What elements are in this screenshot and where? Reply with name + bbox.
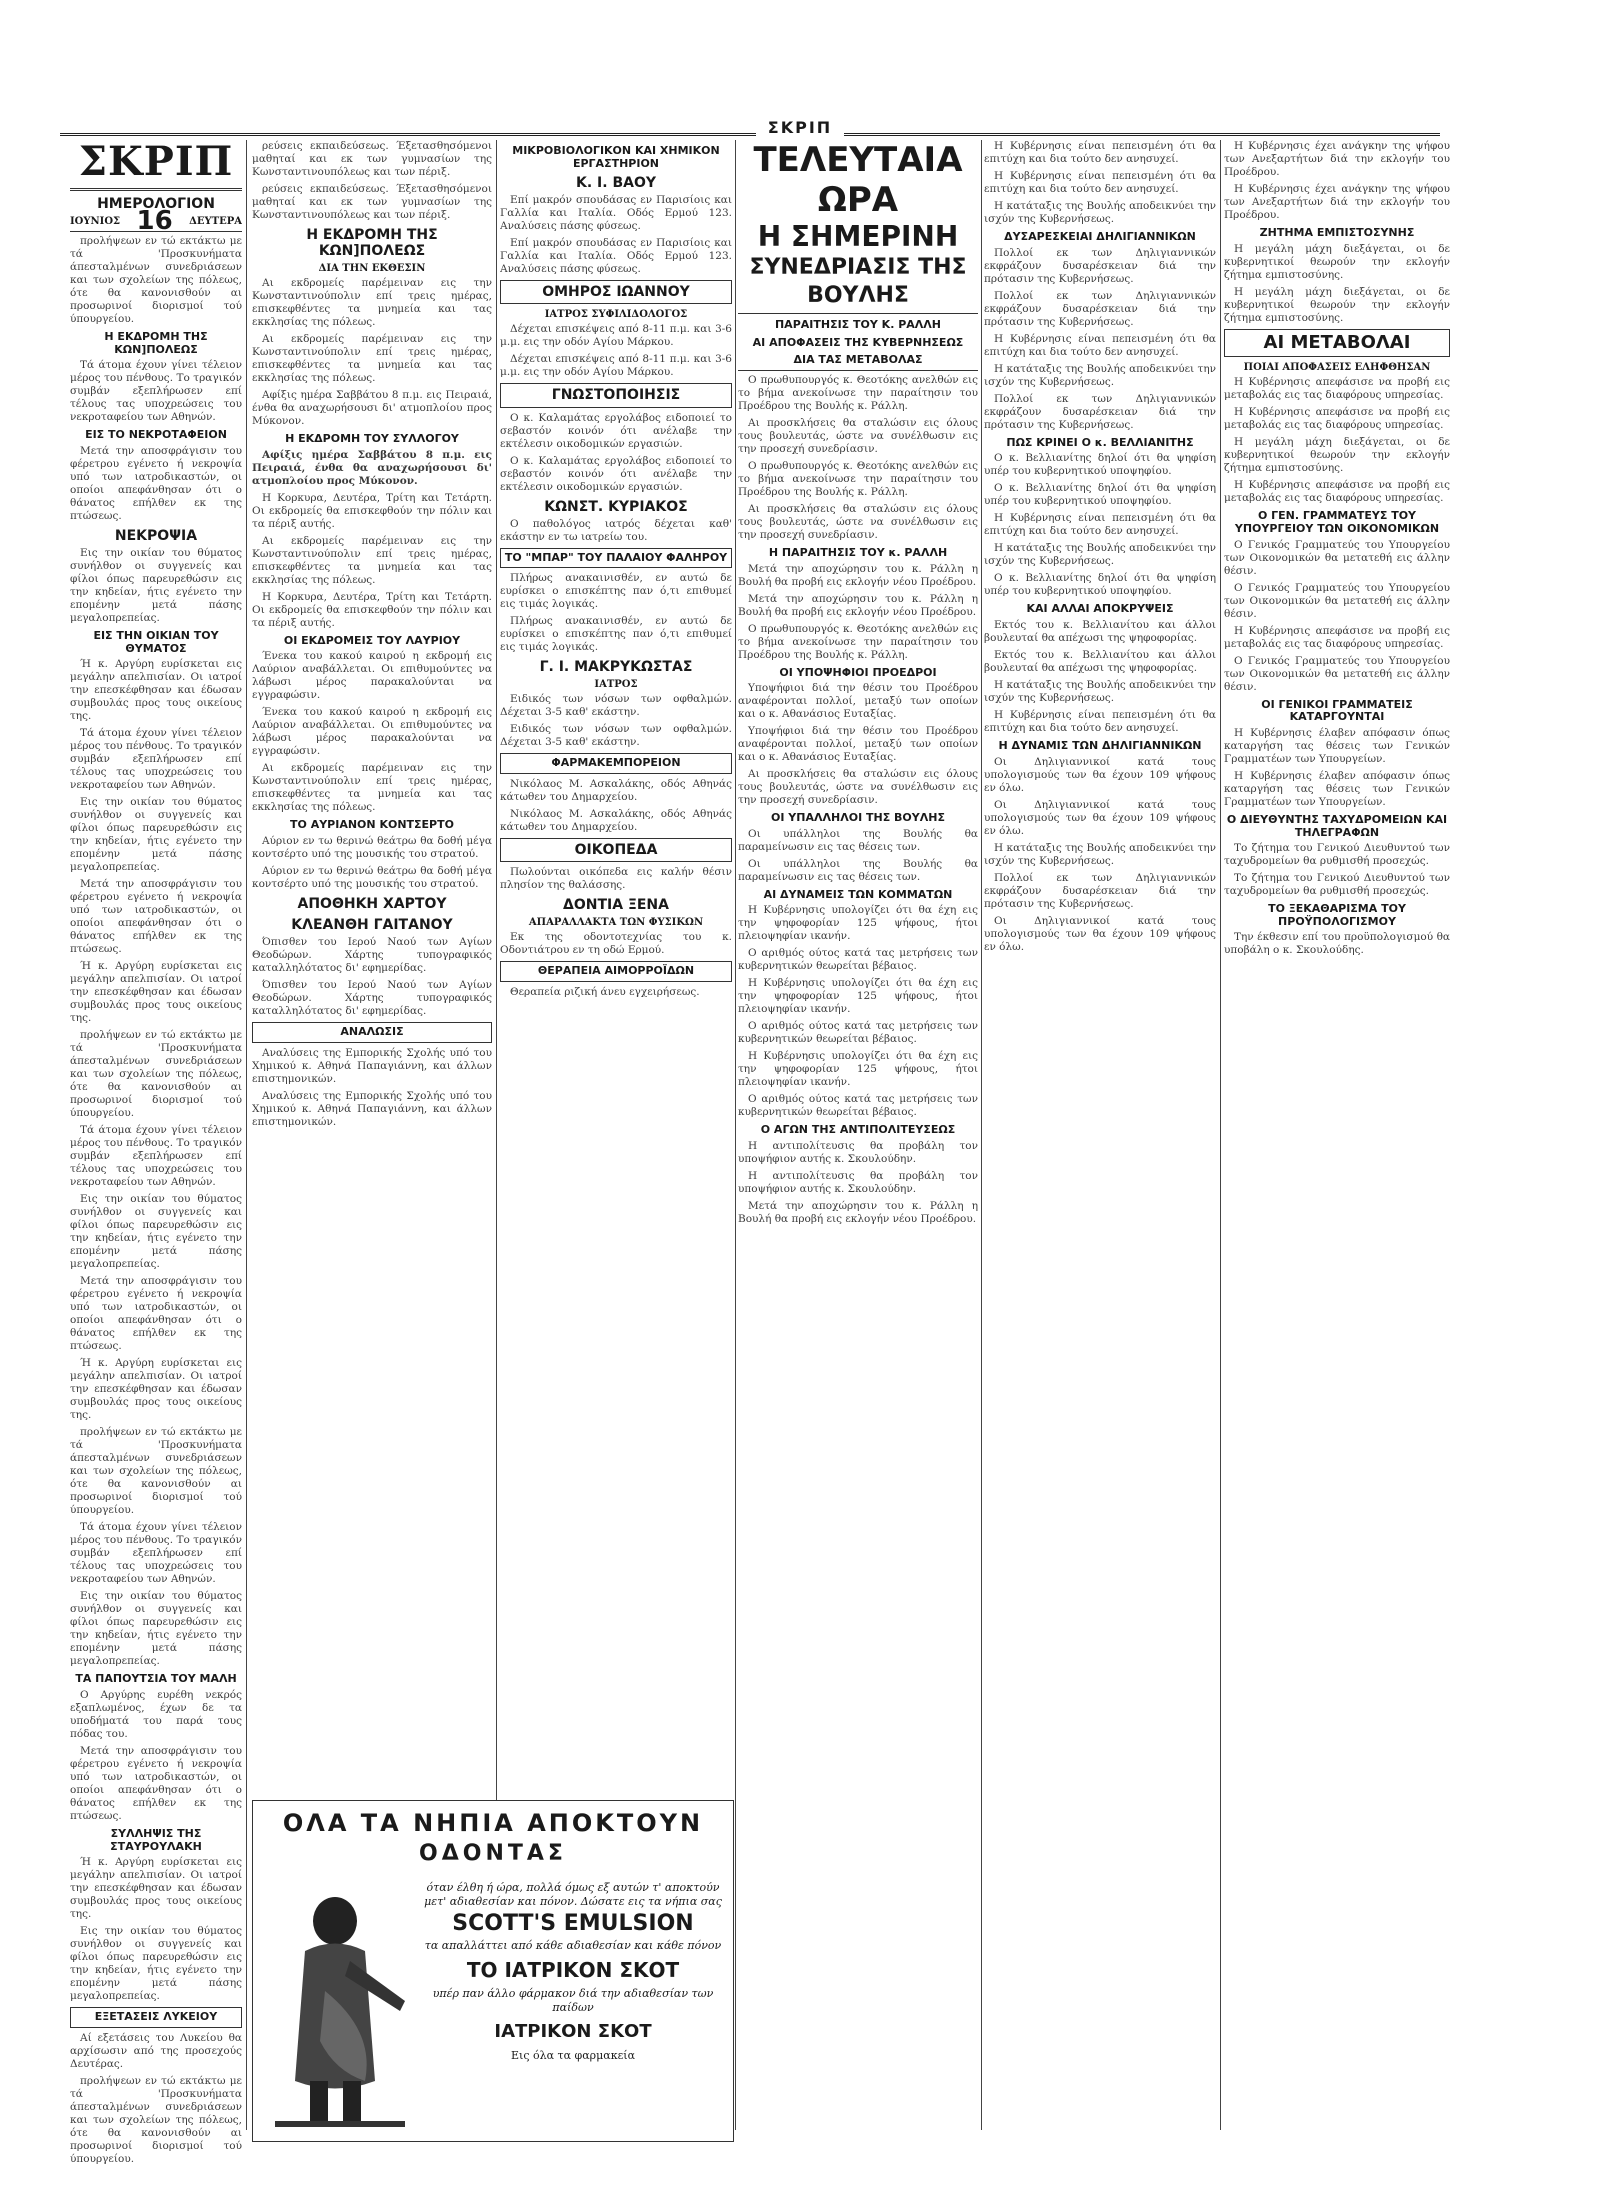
article-text: Η μεγάλη μάχη διεξάγεται, οι δε κυβερνητικοί θεωρούν την εκλογήν ζήτημα εμπιστοσύνης.: [1224, 242, 1450, 281]
article-text: Η Κυβέρνησις έλαβεν απόφασιν όπως καταργήση τας θέσεις των Γενικών Γραμματέων των Υπουργείων.: [1224, 769, 1450, 808]
column-1: [70, 140, 242, 2180]
article-text: Ή κ. Αργύρη ευρίσκεται εις μεγάλην απελπισίαν. Οι ιατροί την επεσκέφθησαν και έδωσαν συμβουλάς προς τους οικείους της.: [70, 960, 242, 1025]
article-text: Αναλύσεις της Εμπορικής Σχολής υπό του Χημικού κ. Αθηνά Παπαγιάννη, και άλλων επιστημονικών.: [252, 1089, 492, 1128]
article-text: Ο κ. Βελλιανίτης δηλοί ότι θα ψηφίση υπέρ του κυβερνητικού υποψηφίου.: [984, 452, 1216, 478]
article-text: Νικόλαος Μ. Ασκαλάκης, οδός Αθηνάς κάτωθεν του Δημαρχείου.: [500, 778, 732, 804]
article-heading: ΤΟ "ΜΠΑΡ" ΤΟΥ ΠΑΛΑΙΟΥ ΦΑΛΗΡΟΥ: [500, 548, 732, 569]
article-text: Η αντιπολίτευσις θα προβάλη τον υποψήφιον αυτής κ. Σκουλούδην.: [738, 1170, 978, 1196]
article-text: Ο κ. Βελλιανίτης δηλοί ότι θα ψηφίση υπέρ του κυβερνητικού υποψηφίου.: [984, 572, 1216, 598]
article-heading: Η ΕΚΔΡΟΜΗ ΤΗΣ ΚΩΝ]ΠΟΛΕΩΣ: [306, 227, 438, 260]
headline-session: ΣΥΝΕΔΡΙΑΣΙΣ ΤΗΣ ΒΟΥΛΗΣ: [749, 255, 967, 308]
article-text: Οι υπάλληλοι της Βουλής θα παραμείνωσιν εις τας θέσεις των.: [738, 827, 978, 853]
article-subheading: ΑΠΑΡΑΛΛΑΚΤΑ ΤΩΝ ΦΥΣΙΚΩΝ: [528, 917, 704, 929]
article-text: Νικόλαος Μ. Ασκαλάκης, οδός Αθηνάς κάτωθεν του Δημαρχείου.: [500, 808, 732, 834]
article-text: Τά άτομα έχουν γίνει τέλειον μέρος του πένθους. Το τραγικόν συμβάν εξεπλήρωσεν επί τέλους τας υποχρεώσεις του νεκροταφείου των Αθηνών.: [70, 1124, 242, 1189]
article-text: Η Κυβέρνησις είναι πεπεισμένη ότι θα επιτύχη και δια τούτο δεν ανησυχεί.: [984, 708, 1216, 734]
ad-headline: ΟΛΑ ΤΑ ΝΗΠΙΑ ΑΠΟΚΤΟΥΝ: [282, 1809, 704, 1837]
column-divider: [1220, 140, 1221, 2130]
ad-text: υπέρ παν άλλο φάρμακον διά την αδιαθεσίαν των παίδων: [432, 1987, 714, 2014]
article-text: Η μεγάλη μάχη διεξάγεται, οι δε κυβερνητικοί θεωρούν την εκλογήν ζήτημα εμπιστοσύνης.: [1224, 436, 1450, 475]
article-text: Ειδικός των νόσων των οφθαλμών. Δέχεται 3-5 καθ' εκάστην.: [500, 693, 732, 719]
article-text: Επί μακρόν σπουδάσας εν Παρισίοις και Γαλλία και Ιταλία. Οδός Ερμού 123. Αναλύσεις πάσης φύσεως.: [500, 237, 732, 276]
article-text: Πολλοί εκ των Δηλιγιαννικών εκφράζουν δυσαρέσκειαν διά την πρότασιν της Κυβερνήσεως.: [984, 871, 1216, 910]
column-5: [984, 140, 1216, 2180]
article-heading: ΔΥΣΑΡΕΣΚΕΙΑΙ ΔΗΛΙΓΙΑΝΝΙΚΩΝ: [1004, 230, 1196, 243]
article-text: Οι υπάλληλοι της Βουλής θα παραμείνωσιν εις τας θέσεις των.: [738, 857, 978, 883]
article-text: Η Κυβέρνησις έχει ανάγκην της ψήφου των Ανεξαρτήτων διά την εκλογήν του Προέδρου.: [1224, 183, 1450, 221]
article-text: Ο Γενικός Γραμματεύς του Υπουργείου των Οικονομικών θα μετατεθή εις άλλην θέσιν.: [1224, 538, 1450, 577]
article-text: Ο πρωθυπουργός κ. Θεοτόκης ανελθών εις το βήμα ανεκοίνωσε την παραίτησιν του Προέδρου της Βουλής κ. Ράλλη.: [738, 459, 978, 498]
article-text: Ο Γενικός Γραμματεύς του Υπουργείου των Οικονομικών θα μετατεθή εις άλλην θέσιν.: [1224, 581, 1450, 620]
article-text: Αφίξις ημέρα Σαββάτου 8 π.μ. εις Πειραιά, ένθα θα αναχωρήσουσι δι' ατμοπλοίου προς Μύκονον.: [252, 448, 492, 487]
article-heading: Η ΕΚΔΡΟΜΗ ΤΟΥ ΣΥΛΛΟΓΟΥ: [285, 432, 459, 446]
article-text: Οι Δηλιγιαννικοί κατά τους υπολογισμούς των θα έχουν 109 ψήφους εν όλω.: [984, 798, 1216, 837]
article-text: Ή κ. Αργύρη ευρίσκεται εις μεγάλην απελπισίαν. Οι ιατροί την επεσκέφθησαν και έδωσαν συμβουλάς προς τους οικείους της.: [70, 658, 242, 723]
article-text: Αναλύσεις της Εμπορικής Σχολής υπό του Χημικού κ. Αθηνά Παπαγιάννη, και άλλων επιστημονικών.: [252, 1046, 492, 1085]
calendar-row: [70, 206, 242, 237]
column-divider: [246, 140, 247, 2130]
article-heading: Ο ΔΙΕΥΘΥΝΤΗΣ ΤΑΧΥΔΡΟΜΕΙΩΝ ΚΑΙ ΤΗΛΕΓΡΑΦΩΝ: [1226, 812, 1448, 839]
article-heading: ΟΙΚΟΠΕΔΑ: [500, 838, 732, 862]
article-text: Ή κ. Αργύρη ευρίσκεται εις μεγάλην απελπισίαν. Οι ιατροί την επεσκέφθησαν και έδωσαν συμβουλάς προς τους οικείους της.: [70, 1357, 242, 1422]
article-text: Εις την οικίαν του θύματος συνήλθον οι συγγενείς και φίλοι όπως παρευρεθώσιν εις την κηδείαν, ήτις εγένετο την επομένην μετά πάσης μεγαλοπρεπείας.: [70, 1925, 242, 2003]
ad-text: όταν έλθη ή ώρα, πολλά όμως εξ αυτών τ' αποκτούν μετ' αδιαθεσίαν και πόνον. Δώσατε εις τα νήπια σας: [424, 1881, 722, 1908]
calendar-month: ΙΟΥΝΙΟΣ: [70, 216, 121, 228]
article-heading: Κ. Ι. ΒΑΟΥ: [576, 175, 656, 192]
article-text: Η Κορκυρα, Δευτέρα, Τρίτη και Τετάρτη. Οι εκδρομείς θα επισκεφθούν την πόλιν και τα πέριξ αυτής.: [252, 491, 492, 530]
article-heading: Η ΕΚΔΡΟΜΗ ΤΗΣ ΚΩΝ]ΠΟΛΕΩΣ: [104, 330, 208, 356]
article-text: Οι Δηλιγιαννικοί κατά τους υπολογισμούς των θα έχουν 109 ψήφους εν όλω.: [984, 914, 1216, 953]
article-text: προλήψεων εν τώ εκτάκτω με τά 'Προσκυνήματα άπεσταλμένων συνεδριάσεων και των σχολείων της πόλεως, ότε θα κανονισθούν αι προσωρινοί διορισμοί τού ύπουργείου.: [70, 1029, 242, 1120]
article-text: Αί εξετάσεις του Λυκείου θα αρχίσωσιν από της προσεχούς Δευτέρας.: [70, 2031, 242, 2070]
article-subheading: ΑΙ ΑΠΟΦΑΣΕΙΣ ΤΗΣ ΚΥΒΕΡΝΗΣΕΩΣ: [752, 335, 964, 349]
article-text: Υποψήφιοι διά την θέσιν του Προέδρου αναφέρονται πολλοί, μεταξύ των οποίων και ο κ. Αθανάσιος Ευταξίας.: [738, 725, 978, 764]
article-text: Η Κυβέρνησις υπολογίζει ότι θα έχη εις την ψηφοφορίαν 125 ψήφους, ήτοι πλειοψηφίαν ικανήν.: [738, 1050, 978, 1089]
column-divider: [981, 140, 982, 2130]
article-text: Ο κ. Καλαμάτας εργολάβος ειδοποιεί το σεβαστόν κοινόν ότι ανέλαβε την εκτέλεσιν οικοδομικών εργασιών.: [500, 411, 732, 450]
article-heading: Η ΠΑΡΑΙΤΗΣΙΣ ΤΟΥ κ. ΡΑΛΛΗ: [768, 545, 948, 559]
article-text: Μετά την αποσφράγισιν του φέρετρου εγένετο ή νεκροψία υπό των ιατροδικαστών, οι οποίοι απεφάνθησαν ότι ο θάνατος επήλθεν εκ της πτώσεως.: [70, 1745, 242, 1823]
article-text: Το ζήτημα του Γενικού Διευθυντού των ταχυδρομείων θα ρυθμισθή προσεχώς.: [1224, 872, 1450, 898]
article-subheading: ΔΙΑ ΤΗΝ ΕΚΘΕΣΙΝ: [318, 263, 426, 275]
article-heading: ΕΙΣ ΤΟ ΝΕΚΡΟΤΑΦΕΙΟΝ: [85, 428, 227, 442]
article-text: Η Κυβέρνησις απεφάσισε να προβή εις μεταβολάς εις τας διαφόρους υπηρεσίας.: [1224, 406, 1450, 432]
column-6: [1224, 140, 1450, 2180]
article-heading: Η ΔΥΝΑΜΙΣ ΤΩΝ ΔΗΛΙΓΙΑΝΝΙΚΩΝ: [998, 738, 1202, 752]
article-text: Εκτός του κ. Βελλιανίτου και άλλοι βουλευταί θα απέχωσι της ψηφοφορίας.: [984, 618, 1216, 644]
article-text: Όπισθεν του Ιερού Ναού των Αγίων Θεοδώρων. Χάρτης τυπογραφικός καταλληλότατος δι' εφημερίδας.: [252, 979, 492, 1018]
calendar-weekday: ΔΕΥΤΕΡΑ: [189, 216, 242, 228]
ad-body: [423, 1881, 723, 2063]
article-heading: ΟΙ ΓΕΝΙΚΟΙ ΓΡΑΜΜΑΤΕΙΣ ΚΑΤΑΡΓΟΥΝΤΑΙ: [1261, 697, 1413, 724]
article-text: Ο Αργύρης ευρέθη νεκρός εξαπλωμένος, έχων δε τα υποδήματά του παρά τους πόδας του.: [70, 1689, 242, 1741]
calendar-day: 16: [136, 206, 173, 237]
scotts-emulsion-advertisement: [252, 1800, 734, 2142]
article-heading: ΤΑ ΠΑΠΟΥΤΣΙΑ ΤΟΥ ΜΑΛΗ: [75, 1672, 237, 1686]
article-text: Η Κυβέρνησις απεφάσισε να προβή εις μεταβολάς εις τας διαφόρους υπηρεσίας.: [1224, 376, 1450, 402]
ad-footer: Εις όλα τα φαρμακεία: [510, 2049, 636, 2062]
article-text: Η Κυβέρνησις απεφάσισε να προβή εις μεταβολάς εις τας διαφόρους υπηρεσίας.: [1224, 624, 1450, 650]
article-heading: ΚΛΕΑΝΘΗ ΓΑΙΤΑΝΟΥ: [291, 917, 453, 934]
article-text: Αι εκδρομείς παρέμειναν εις την Κωνσταντινούπολιν επί τρεις ημέρας, επισκεφθέντες τα μνημεία και τας εκκλησίας της πόλεως.: [252, 762, 492, 814]
article-text: Πωλούνται οικόπεδα εις καλήν θέσιν πλησίον της θαλάσσης.: [500, 866, 732, 892]
article-heading: ΤΟ ΑΥΡΙΑΝΟΝ ΚΟΝΤΣΕΡΤΟ: [290, 818, 454, 832]
article-heading: ΕΙΣ ΤΗΝ ΟΙΚΙΑΝ ΤΟΥ ΘΥΜΑΤΟΣ: [93, 629, 219, 655]
masthead: [0, 118, 1600, 140]
article-subheading: ΙΑΤΡΟΣ ΣΥΦΙΛΙΔΟΛΟΓΟΣ: [544, 309, 688, 321]
article-text: Η Κυβέρνησις απεφάσισε να προβή εις μεταβολάς εις τας διαφόρους υπηρεσίας.: [1224, 479, 1450, 505]
article-subheading: ΠΑΡΑΙΤΗΣΙΣ ΤΟΥ Κ. ΡΑΛΛΗ: [774, 318, 942, 331]
article-text: Ο πρωθυπουργός κ. Θεοτόκης ανελθών εις το βήμα ανεκοίνωσε την παραίτησιν του Προέδρου της Βουλής κ. Ράλλη.: [738, 622, 978, 661]
article-text: Η Κυβέρνησις είναι πεπεισμένη ότι θα επιτύχη και δια τούτο δεν ανησυχεί.: [984, 140, 1216, 165]
article-text: Μετά την αποχώρησιν του κ. Ράλλη η Βουλή θα προβή εις εκλογήν νέου Προέδρου.: [738, 562, 978, 588]
article-text: Μετά την αποχώρησιν του κ. Ράλλη η Βουλή θα προβή εις εκλογήν νέου Προέδρου.: [738, 1200, 978, 1226]
article-text: Η κατάταξις της Βουλής αποδεικνύει την ισχύν της Κυβερνήσεως.: [984, 200, 1216, 225]
article-subheading: ΔΙΑ ΤΑΣ ΜΕΤΑΒΟΛΑΣ: [793, 353, 923, 367]
article-text: Η Κυβέρνησις έλαβεν απόφασιν όπως καταργήση τας θέσεις των Γενικών Γραμματέων των Υπουργείων.: [1224, 726, 1450, 765]
article-text: Ο Γενικός Γραμματεύς του Υπουργείου των Οικονομικών θα μετατεθή εις άλλην θέσιν.: [1224, 654, 1450, 693]
article-text: Το ζήτημα του Γενικού Διευθυντού των ταχυδρομείων θα ρυθμισθή προσεχώς.: [1224, 842, 1450, 868]
article-heading: ΠΩΣ ΚΡΙΝΕΙ Ο κ. ΒΕΛΛΙΑΝΙΤΗΣ: [1006, 435, 1194, 449]
article-text: Η αντιπολίτευσις θα προβάλη τον υποψήφιον αυτής κ. Σκουλούδην.: [738, 1140, 978, 1166]
ad-headline-2: ΟΔΟΝΤΑΣ: [419, 1841, 567, 1866]
masthead-title: ΣΚΡΙΠ: [756, 118, 844, 137]
article-text: Αύριον εν τω θερινώ θεάτρω θα δοθή μέγα κοντσέρτο υπό της μουσικής του στρατού.: [252, 835, 492, 861]
article-text: Ο αριθμός ούτος κατά τας μετρήσεις των κυβερνητικών θεωρείται βέβαιος.: [738, 947, 978, 973]
article-subheading: ΠΟΙΑΙ ΑΠΟΦΑΣΕΙΣ ΕΛΗΦΘΗΣΑΝ: [1243, 362, 1431, 374]
article-text: Αύριον εν τω θερινώ θεάτρω θα δοθή μέγα κοντσέρτο υπό της μουσικής του στρατού.: [252, 865, 492, 891]
article-text: Ή κ. Αργύρη ευρίσκεται εις μεγάλην απελπισίαν. Οι ιατροί την επεσκέφθησαν και έδωσαν συμβουλάς προς τους οικείους της.: [70, 1856, 242, 1921]
article-heading: ΣΥΛΛΗΨΙΣ ΤΗΣ ΣΤΑΥΡΟΥΛΑΚΗ: [110, 1827, 202, 1853]
article-text: Ο αριθμός ούτος κατά τας μετρήσεις των κυβερνητικών θεωρείται βέβαιος.: [738, 1020, 978, 1046]
headline-last-hour: ΤΕΛΕΥΤΑΙΑ ΩΡΑ: [753, 140, 963, 220]
article-text: Τά άτομα έχουν γίνει τέλειον μέρος του πένθους. Το τραγικόν συμβάν εξεπλήρωσεν επί τέλους τας υποχρεώσεις του νεκροταφείου των Αθηνών.: [70, 359, 242, 424]
ad-brand-greek-2: ΙΑΤΡΙΚΟΝ ΣΚΟΤ: [494, 2021, 652, 2042]
article-text: Η Κυβέρνησις είναι πεπεισμένη ότι θα επιτύχη και δια τούτο δεν ανησυχεί.: [984, 332, 1216, 358]
article-text: Ένεκα του κακού καιρού η εκδρομή εις Λαύριον αναβάλλεται. Οι επιθυμούντες να λάβωσι μέρος παρακαλούνται να εγγραφώσιν.: [252, 650, 492, 702]
article-heading: ΔΟΝΤΙΑ ΞΕΝΑ: [563, 897, 669, 914]
article-heading: ΟΙ ΕΚΔΡΟΜΕΙΣ ΤΟΥ ΛΑΥΡΙΟΥ: [283, 633, 461, 647]
ad-brand: SCOTT'S EMULSION: [452, 1911, 694, 1936]
article-text: Εις την οικίαν του θύματος συνήλθον οι συγγενείς και φίλοι όπως παρευρεθώσιν εις την κηδείαν, ήτις εγένετο την επομένην μετά πάσης μεγαλοπρεπείας.: [70, 1590, 242, 1668]
article-text: Όπισθεν του Ιερού Ναού των Αγίων Θεοδώρων. Χάρτης τυπογραφικός καταλληλότατος δι' εφημερίδας.: [252, 936, 492, 975]
article-text: Πλήρως ανακαινισθέν, εν αυτώ δε ευρίσκει ο επισκέπτης παν ό,τι επιθυμεί εις τιμάς λογικάς.: [500, 572, 732, 611]
article-heading: Γ. Ι. ΜΑΚΡΥΚΩΣΤΑΣ: [539, 659, 693, 676]
article-text: Η Κυβέρνησις είναι πεπεισμένη ότι θα επιτύχη και δια τούτο δεν ανησυχεί.: [984, 512, 1216, 538]
article-heading: ΟΙ ΥΠΑΛΛΗΛΟΙ ΤΗΣ ΒΟΥΛΗΣ: [771, 811, 945, 825]
column-4: [738, 140, 978, 2180]
article-text: Η Κυβέρνησις έχει ανάγκην της ψήφου των Ανεξαρτήτων διά την εκλογήν του Προέδρου.: [1224, 140, 1450, 178]
headline-today: Η ΣΗΜΕΡΙΝΗ: [757, 220, 959, 253]
article-text: Ο αριθμός ούτος κατά τας μετρήσεις των κυβερνητικών θεωρείται βέβαιος.: [738, 1093, 978, 1119]
article-text: Αι προσκλήσεις θα σταλώσιν εις όλους τους βουλευτάς, ώστε να συνέλθωσιν εις την προσεχή συνεδρίασιν.: [738, 502, 978, 541]
article-heading: ΟΙ ΥΠΟΨΗΦΙΟΙ ΠΡΟΕΔΡΟΙ: [779, 665, 937, 679]
article-heading: ΜΙΚΡΟΒΙΟΛΟΓΙΚΟΝ ΚΑΙ ΧΗΜΙΚΟΝ ΕΡΓΑΣΤΗΡΙΟΝ: [512, 144, 720, 170]
article-text: Πολλοί εκ των Δηλιγιαννικών εκφράζουν δυσαρέσκειαν διά την πρότασιν της Κυβερνήσεως.: [984, 289, 1216, 328]
article-subheading: ΙΑΤΡΟΣ: [594, 679, 638, 691]
fisherman-illustration: [265, 1881, 415, 2131]
article-text: Ο κ. Καλαμάτας εργολάβος ειδοποιεί το σεβαστόν κοινόν ότι ανέλαβε την εκτέλεσιν οικοδομικών εργασιών.: [500, 454, 732, 493]
article-text: Εκ της οδοντοτεχνίας του κ. Οδοντιάτρου εν τη οδώ Ερμού.: [500, 931, 732, 957]
article-heading: ΝΕΚΡΟΨΙΑ: [114, 528, 198, 545]
article-text: Η κατάταξις της Βουλής αποδεικνύει την ισχύν της Κυβερνήσεως.: [984, 841, 1216, 867]
article-heading: ΖΗΤΗΜΑ ΕΜΠΙΣΤΟΣΥΝΗΣ: [1259, 226, 1415, 239]
article-text: προλήψεων εν τώ εκτάκτω με τά 'Προσκυνήματα άπεσταλμένων συνεδριάσεων και των σχολείων της πόλεως, ότε θα κανονισθούν αι προσωρινοί διορισμοί τού ύπουργείου.: [70, 1426, 242, 1517]
article-text: Η Κυβέρνησις υπολογίζει ότι θα έχη εις την ψηφοφορίαν 125 ψήφους, ήτοι πλειοψηφίαν ικανήν.: [738, 904, 978, 943]
article-heading: ΑΠΟΘΗΚΗ ΧΑΡΤΟΥ: [297, 896, 447, 913]
article-heading: ΑΙ ΔΥΝΑΜΕΙΣ ΤΩΝ ΚΟΜΜΑΤΩΝ: [763, 887, 953, 901]
article-text: Αι εκδρομείς παρέμειναν εις την Κωνσταντινούπολιν επί τρεις ημέρας, επισκεφθέντες τα μνημεία και τας εκκλησίας της πόλεως.: [252, 534, 492, 586]
article-text: Μετά την αποσφράγισιν του φέρετρου εγένετο ή νεκροψία υπό των ιατροδικαστών, οι οποίοι απεφάνθησαν ότι ο θάνατος επήλθεν εκ της πτώσεως.: [70, 878, 242, 956]
article-text: Εις την οικίαν του θύματος συνήλθον οι συγγενείς και φίλοι όπως παρευρεθώσιν εις την κηδείαν, ήτις εγένετο την επομένην μετά πάσης μεγαλοπρεπείας.: [70, 1193, 242, 1271]
article-heading: ΚΩΝΣΤ. ΚΥΡΙΑΚΟΣ: [544, 498, 688, 515]
ad-text: τα απαλλάττει από κάθε αδιαθεσίαν και κάθε πόνον: [424, 1939, 722, 1952]
article-text: Η Κορκυρα, Δευτέρα, Τρίτη και Τετάρτη. Οι εκδρομείς θα επισκεφθούν την πόλιν και τα πέριξ αυτής.: [252, 590, 492, 629]
article-text: προλήψεων εν τώ εκτάκτω με τά 'Προσκυνήματα άπεσταλμένων συνεδριάσεων και των σχολείων της πόλεως, ότε θα κανονισθούν αι προσωρινοί διορισμοί τού ύπουργείου.: [70, 235, 242, 326]
column-3: [500, 140, 732, 1790]
article-text: Αι προσκλήσεις θα σταλώσιν εις όλους τους βουλευτάς, ώστε να συνέλθωσιν εις την προσεχή συνεδρίασιν.: [738, 768, 978, 807]
article-heading: ΘΕΡΑΠΕΙΑ ΑΙΜΟΡΡΟΪΔΩΝ: [500, 961, 732, 982]
logo: ΣΚΡΙΠ: [78, 140, 234, 185]
article-heading: ΚΑΙ ΑΛΛΑΙ ΑΠΟΚΡΥΨΕΙΣ: [1026, 602, 1174, 616]
article-text: Τά άτομα έχουν γίνει τέλειον μέρος του πένθους. Το τραγικόν συμβάν εξεπλήρωσεν επί τέλους τας υποχρεώσεις του νεκροταφείου των Αθηνών.: [70, 727, 242, 792]
article-heading: ΦΑΡΜΑΚΕΜΠΟΡΕΙΟΝ: [500, 753, 732, 774]
column-2: [252, 140, 492, 1790]
article-text: Η κατάταξις της Βουλής αποδεικνύει την ισχύν της Κυβερνήσεως.: [984, 542, 1216, 568]
article-text: Δέχεται επισκέψεις από 8-11 π.μ. και 3-6 μ.μ. εις την οδόν Αγίου Μάρκου.: [500, 323, 732, 349]
article-text: προλήψεων εν τώ εκτάκτω με τά 'Προσκυνήματα άπεσταλμένων συνεδριάσεων και των σχολείων της πόλεως, ότε θα κανονισθούν αι προσωρινοί διορισμοί τού ύπουργείου.: [70, 2074, 242, 2165]
article-text: Πολλοί εκ των Δηλιγιαννικών εκφράζουν δυσαρέσκειαν διά την πρότασιν της Κυβερνήσεως.: [984, 246, 1216, 285]
article-text: Μετά την αποσφράγισιν του φέρετρου εγένετο ή νεκροψία υπό των ιατροδικαστών, οι οποίοι απεφάνθησαν ότι ο θάνατος επήλθεν εκ της πτώσεως.: [70, 1275, 242, 1353]
article-heading: ΕΞΕΤΑΣΕΙΣ ΛΥΚΕΙΟΥ: [70, 2007, 242, 2028]
ad-brand-greek: ΤΟ ΙΑΤΡΙΚΟΝ ΣΚΟΤ: [466, 1958, 680, 1982]
article-text: Αι προσκλήσεις θα σταλώσιν εις όλους τους βουλευτάς, ώστε να συνέλθωσιν εις την προσεχή συνεδρίασιν.: [738, 416, 978, 455]
article-text: Η μεγάλη μάχη διεξάγεται, οι δε κυβερνητικοί θεωρούν την εκλογήν ζήτημα εμπιστοσύνης.: [1224, 285, 1450, 324]
article-text: Η Κυβέρνησις υπολογίζει ότι θα έχη εις την ψηφοφορίαν 125 ψήφους, ήτοι πλειοψηφίαν ικανήν.: [738, 977, 978, 1016]
article-text: ρεύσεις εκπαιδεύσεως. Έξετασθησόμενοι μαθηταί και εκ των γυμνασίων της Κωνσταντινουπόλεως και των πέριξ.: [252, 183, 492, 221]
article-text: Υποψήφιοι διά την θέσιν του Προέδρου αναφέρονται πολλοί, μεταξύ των οποίων και ο κ. Αθανάσιος Ευταξίας.: [738, 682, 978, 721]
article-text: Εκτός του κ. Βελλιανίτου και άλλοι βουλευταί θα απέχωσι της ψηφοφορίας.: [984, 648, 1216, 674]
article-text: Αι εκδρομείς παρέμειναν εις την Κωνσταντινούπολιν επί τρεις ημέρας, επισκεφθέντες τα μνημεία και τας εκκλησίας της πόλεως.: [252, 277, 492, 329]
article-text: Εις την οικίαν του θύματος συνήλθον οι συγγενείς και φίλοι όπως παρευρεθώσιν εις την κηδείαν, ήτις εγένετο την επομένην μετά πάσης μεγαλοπρεπείας.: [70, 796, 242, 874]
article-text: Πλήρως ανακαινισθέν, εν αυτώ δε ευρίσκει ο επισκέπτης παν ό,τι επιθυμεί εις τιμάς λογικάς.: [500, 615, 732, 654]
article-text: Πολλοί εκ των Δηλιγιαννικών εκφράζουν δυσαρέσκειαν διά την πρότασιν της Κυβερνήσεως.: [984, 392, 1216, 431]
article-text: Ειδικός των νόσων των οφθαλμών. Δέχεται 3-5 καθ' εκάστην.: [500, 723, 732, 749]
article-text: Η κατάταξις της Βουλής αποδεικνύει την ισχύν της Κυβερνήσεως.: [984, 678, 1216, 704]
article-text: Η κατάταξις της Βουλής αποδεικνύει την ισχύν της Κυβερνήσεως.: [984, 362, 1216, 388]
article-text: Οι Δηλιγιαννικοί κατά τους υπολογισμούς των θα έχουν 109 ψήφους εν όλω.: [984, 755, 1216, 794]
column-divider: [735, 140, 736, 2130]
article-text: Ένεκα του κακού καιρού η εκδρομή εις Λαύριον αναβάλλεται. Οι επιθυμούντες να λάβωσι μέρος παρακαλούνται να εγγραφώσιν.: [252, 706, 492, 758]
article-text: Αι εκδρομείς παρέμειναν εις την Κωνσταντινούπολιν επί τρεις ημέρας, επισκεφθέντες τα μνημεία και τας εκκλησίας της πόλεως.: [252, 333, 492, 385]
article-text: Θεραπεία ριζική άνευ εγχειρήσεως.: [510, 985, 700, 998]
article-text: Αφίξις ημέρα Σαββάτου 8 π.μ. εις Πειραιά, ένθα θα αναχωρήσουσι δι' ατμοπλοίου προς Μύκονον.: [252, 389, 492, 428]
article-heading: ΓΝΩΣΤΟΠΟΙΗΣΙΣ: [500, 383, 732, 407]
article-heading: Ο ΑΓΩΝ ΤΗΣ ΑΝΤΙΠΟΛΙΤΕΥΣΕΩΣ: [760, 1123, 956, 1137]
article-heading: Ο ΓΕΝ. ΓΡΑΜΜΑΤΕΥΣ ΤΟΥ ΥΠΟΥΡΓΕΙΟΥ ΤΩΝ ΟΙΚΟΝΟΜΙΚΩΝ: [1234, 509, 1440, 535]
article-heading: ΑΙ ΜΕΤΑΒΟΛΑΙ: [1224, 329, 1450, 358]
article-text: Ο παθολόγος ιατρός δέχεται καθ' εκάστην εν τω ιατρείω του.: [500, 517, 732, 543]
article-text: Μετά την αποσφράγισιν του φέρετρου εγένετο ή νεκροψία υπό των ιατροδικαστών, οι οποίοι απεφάνθησαν ότι ο θάνατος επήλθεν εκ της πτώσεως.: [70, 445, 242, 523]
article-text: Την έκθεσιν επί του προϋπολογισμού θα υποβάλη ο κ. Σκουλούδης.: [1224, 931, 1450, 957]
article-text: Εις την οικίαν του θύματος συνήλθον οι συγγενείς και φίλοι όπως παρευρεθώσιν εις την κηδείαν, ήτις εγένετο την επομένην μετά πάσης μεγαλοπρεπείας.: [70, 547, 242, 625]
article-text: Ο πρωθυπουργός κ. Θεοτόκης ανελθών εις το βήμα ανεκοίνωσε την παραίτησιν του Προέδρου της Βουλής κ. Ράλλη.: [738, 373, 978, 412]
article-text: Η Κυβέρνησις είναι πεπεισμένη ότι θα επιτύχη και δια τούτο δεν ανησυχεί.: [984, 170, 1216, 195]
article-text: Ο κ. Βελλιανίτης δηλοί ότι θα ψηφίση υπέρ του κυβερνητικού υποψηφίου.: [984, 482, 1216, 508]
article-text: Τά άτομα έχουν γίνει τέλειον μέρος του πένθους. Το τραγικόν συμβάν εξεπλήρωσεν επί τέλους τας υποχρεώσεις του νεκροταφείου των Αθηνών.: [70, 1521, 242, 1586]
article-text: Δέχεται επισκέψεις από 8-11 π.μ. και 3-6 μ.μ. εις την οδόν Αγίου Μάρκου.: [500, 353, 732, 379]
article-text: Επί μακρόν σπουδάσας εν Παρισίοις και Γαλλία και Ιταλία. Οδός Ερμού 123. Αναλύσεις πάσης φύσεως.: [500, 194, 732, 233]
calendar-title: ΗΜΕΡΟΛΟΓΙΟΝ: [97, 196, 215, 212]
article-heading: ΟΜΗΡΟΣ ΙΩΑΝΝΟΥ: [500, 280, 732, 304]
article-heading: ΑΝΑΛΩΣΙΣ: [252, 1022, 492, 1043]
article-heading: ΤΟ ΞΕΚΑΘΑΡΙΣΜΑ ΤΟΥ ΠΡΟΫΠΟΛΟΓΙΣΜΟΥ: [1268, 902, 1406, 928]
article-text: Μετά την αποχώρησιν του κ. Ράλλη η Βουλή θα προβή εις εκλογήν νέου Προέδρου.: [738, 592, 978, 618]
article-text: ρεύσεις εκπαιδεύσεως. Έξετασθησόμενοι μαθηταί και εκ των γυμνασίων της Κωνσταντινουπόλεως και των πέριξ.: [252, 140, 492, 178]
